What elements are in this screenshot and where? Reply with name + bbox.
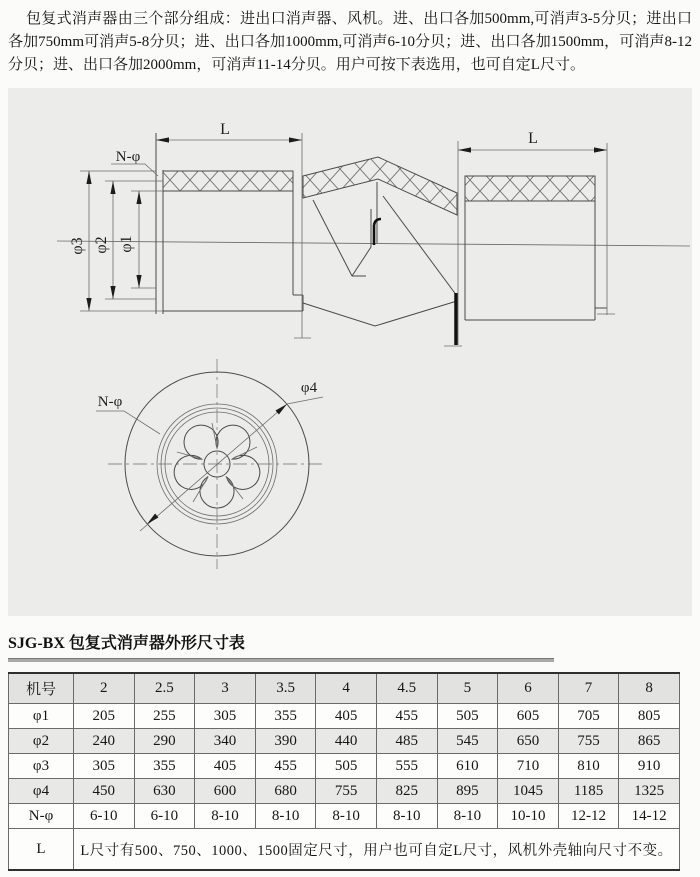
col-header: 3 [195, 673, 256, 704]
end-view [96, 359, 326, 569]
table-cell: 450 [74, 779, 135, 804]
table-cell: 710 [498, 754, 559, 779]
fan-housing [303, 157, 462, 346]
col-header: 5 [437, 673, 498, 704]
table-row [9, 729, 680, 754]
silencer-diagram [8, 88, 692, 616]
table-cell: 630 [134, 779, 195, 804]
table-cell: 1185 [558, 779, 619, 804]
table-cell: 8-10 [195, 804, 256, 829]
table-cell: 505 [437, 704, 498, 729]
col-header: 4 [316, 673, 377, 704]
table-row [9, 754, 680, 779]
left-silencer [156, 133, 303, 314]
table-cell: 895 [437, 779, 498, 804]
table-cell: 12-12 [558, 804, 619, 829]
table-body [9, 704, 680, 871]
table-cell: 485 [376, 729, 437, 754]
table-row [9, 779, 680, 804]
table-cell: 505 [316, 754, 377, 779]
intro-paragraph: 包复式消声器由三个部分组成：进出口消声器、风机。进、出口各加500mm,可消声3-5分贝；进出口各加750mm可消声5-8分贝；进、出口各加1000mm,可消声6-10分贝；进、出口各加1500mm，可消声8-12分贝；进、出口各加2000mm，可消声11-14分贝。用户可按下表选用，也可自定L尺寸。 [8, 11, 692, 73]
insulation-hatch-right [465, 176, 595, 201]
row-label: L [9, 829, 74, 871]
table-cell: 8-10 [376, 804, 437, 829]
table-cell: 610 [437, 754, 498, 779]
table-cell: 10-10 [498, 804, 559, 829]
insulation-hatch-left [163, 171, 293, 191]
row-label: φ1 [9, 704, 74, 729]
dia1-label: φ1 [118, 235, 135, 253]
table-cell: 455 [255, 754, 316, 779]
table-cell: 1045 [498, 779, 559, 804]
table-title: SJG-BX 包复式消声器外形尺寸表 [8, 635, 245, 652]
bolt-label-side: N-φ [115, 149, 141, 165]
row-label: φ3 [9, 754, 74, 779]
table-cell: 8-10 [437, 804, 498, 829]
table-cell: 205 [74, 704, 135, 729]
table-cell: 6-10 [134, 804, 195, 829]
table-cell: 14-12 [619, 804, 680, 829]
table-cell: 355 [255, 704, 316, 729]
col-header: 8 [619, 673, 680, 704]
table-cell: 390 [255, 729, 316, 754]
technical-drawing [8, 88, 692, 616]
table-cell: 755 [558, 729, 619, 754]
dimension-table [8, 672, 680, 871]
col-header: 2 [74, 673, 135, 704]
col-header: 7 [558, 673, 619, 704]
dia2-label: φ2 [93, 236, 110, 254]
table-cell: 440 [316, 729, 377, 754]
title-rule [8, 658, 554, 662]
table-cell: 8-10 [255, 804, 316, 829]
table-cell: 240 [74, 729, 135, 754]
dimension-dia4 [140, 380, 323, 531]
dimension-L-right [458, 130, 607, 345]
table-cell: 340 [195, 729, 256, 754]
row-label: N-φ [9, 804, 74, 829]
table-row-L [9, 829, 680, 871]
side-view [57, 121, 690, 346]
table-cell: 255 [134, 704, 195, 729]
table-cell: 290 [134, 729, 195, 754]
col-header: 2.5 [134, 673, 195, 704]
diameter-dimensions [69, 171, 163, 311]
table-cell: 305 [74, 754, 135, 779]
bolt-callout-side [111, 149, 158, 176]
dia3-label: φ3 [69, 237, 86, 255]
table-cell: 680 [255, 779, 316, 804]
table-cell: 555 [376, 754, 437, 779]
dim-L-left-label: L [220, 121, 230, 138]
dia4-label: φ4 [300, 380, 318, 396]
right-silencer [465, 176, 615, 320]
table-cell: 865 [619, 729, 680, 754]
dim-L-right-label: L [528, 130, 538, 147]
table-cell: 650 [498, 729, 559, 754]
table-cell: 825 [376, 779, 437, 804]
col-header-machine-no: 机号 [9, 673, 74, 704]
row-label: φ2 [9, 729, 74, 754]
insulation-hatch-fan [303, 157, 457, 215]
col-header: 3.5 [255, 673, 316, 704]
table-cell: 605 [498, 704, 559, 729]
table-cell: 810 [558, 754, 619, 779]
table-row [9, 704, 680, 729]
table-row [9, 804, 680, 829]
table-cell: 910 [619, 754, 680, 779]
table-header-row [9, 673, 680, 704]
table-cell: 545 [437, 729, 498, 754]
row-label: φ4 [9, 779, 74, 804]
table-cell: 705 [558, 704, 619, 729]
table-cell: 405 [316, 704, 377, 729]
table-cell: 1325 [619, 779, 680, 804]
table-cell: 455 [376, 704, 437, 729]
table-cell: 405 [195, 754, 256, 779]
table-cell: 805 [619, 704, 680, 729]
table-cell: 755 [316, 779, 377, 804]
col-header: 4.5 [376, 673, 437, 704]
bolt-label-end: N-φ [97, 394, 123, 410]
dimension-L-left [156, 121, 311, 338]
col-header: 6 [498, 673, 559, 704]
table-cell: 305 [195, 704, 256, 729]
table-cell: 355 [134, 754, 195, 779]
table-cell: 600 [195, 779, 256, 804]
document-page [0, 8, 700, 877]
table-cell: 8-10 [316, 804, 377, 829]
l-dimension-note: L尺寸有500、750、1000、1500固定尺寸，用户也可自定L尺寸，风机外壳轴向尺寸不变。 [74, 829, 680, 871]
table-cell: 6-10 [74, 804, 135, 829]
